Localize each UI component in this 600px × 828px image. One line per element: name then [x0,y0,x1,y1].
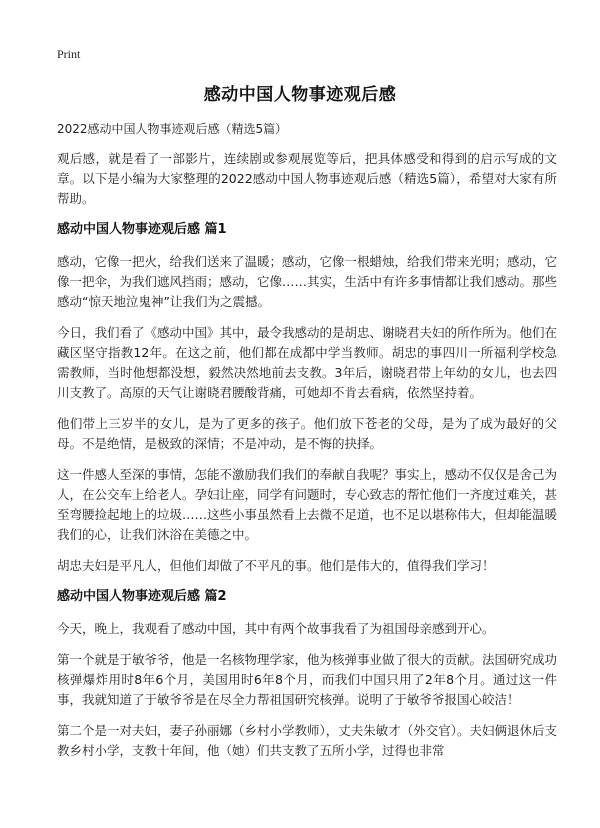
intro-paragraph: 观后感，就是看了一部影片，连续剧或参观展览等后，把具体感受和得到的启示写成的文章。以下是小编为大家整理的2022感动中国人物事迹观后感（精选5篇），希望对大家有所帮助。 [57,151,557,206]
section-paragraph: 第一个就是于敏爷爷，他是一名核物理学家，他为核弹事业做了很大的贡献。法国研究成功核弹爆炸用时8年6个月，美国用时6年8个月，而我们中国只用了2年8个月。通过这一件事，我就知道了于敏爷爷是在尽全力帮祖国研究核弹。说明了于敏爷爷报国心皎洁！ [57,652,558,707]
page-title: 感动中国人物事迹观后感 [203,85,397,105]
page-subtitle: 2022感动中国人物事迹观后感（精选5篇） [57,122,288,136]
section-paragraph: 他们带上三岁半的女儿，是为了更多的孩子。他们放下苍老的父母，是为了成为最好的父母。不是绝情，是极致的深情；不是冲动，是不悔的抉择。 [57,416,557,451]
section-paragraph: 胡忠夫妇是平凡人，但他们却做了不平凡的事。他们是伟大的，值得我们学习！ [57,558,495,573]
article-body [57,149,557,772]
section-paragraph: 今日，我们看了《感动中国》其中，最令我感动的是胡忠、谢晓君夫妇的所作所为。他们在藏区坚守指教12年。在这之前，他们都在成都中学当教师。胡忠的事四川一所福利学校急需教师，当时他想都没想，毅然决然地前去支教。3年后，谢晓君带上年幼的女儿，也去四川支教了。高原的天气让谢晓君腰酸背痛，可她却不肯去看病，依然坚持着。 [57,325,558,400]
section-paragraph: 第二个是一对夫妇，妻子孙丽娜（乡村小学教师），丈夫朱敏才（外交官）。夫妇俩退休后支教乡村小学，支教十年间，他（她）们共支教了五所小学，过得也非常 [57,723,558,758]
section-paragraph: 今天，晚上，我观看了感动中国，其中有两个故事我看了为祖国母亲感到开心。 [57,621,495,636]
print-link[interactable]: Print [57,47,81,61]
section-paragraph: 感动，它像一把火，给我们送来了温暖；感动，它像一根蜡烛，给我们带来光明；感动，它像一把伞，为我们遮风挡雨；感动，它像……其实，生活中有许多事情都让我们感动。那些感动“惊天地泣鬼神”让我们为之震撼。 [57,254,558,309]
section-paragraph: 这一件感人至深的事情，怎能不激励我们我们的奉献自我呢？事实上，感动不仅仅是舍己为人，在公交车上给老人。孕妇让座，同学有问题时，专心致志的帮忙他们一齐度过难关，甚至弯腰捡起地上的垃圾……这些小事虽然看上去微不足道，也不足以堪称伟大，但却能温暖我们的心，让我们沐浴在美德之中。 [57,467,558,542]
section-heading: 感动中国人物事迹观后感 篇1 [57,222,227,237]
section-heading: 感动中国人物事迹观后感 篇2 [57,589,227,604]
